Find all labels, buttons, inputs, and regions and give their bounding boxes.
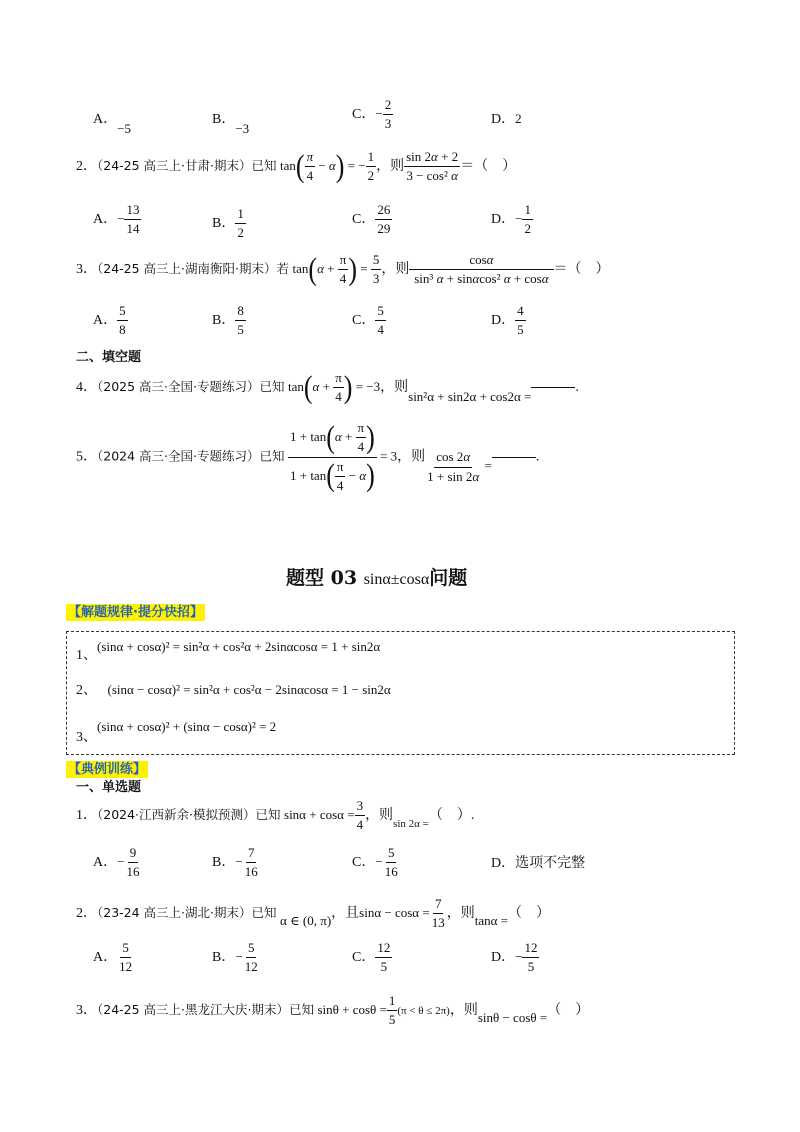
question-2: 2．（24-25 高三上·甘肃·期末）已知 tan( $\frac{\pi}{4}$ − α) = − $\frac{1}{2}$ ，则 $\frac{\sin 2\alpha + 2}{\text{3 − cos² α}}$ ＝（ ） [76, 148, 517, 184]
example-tag: 【典例训练】 [68, 762, 147, 777]
e1-option-a: A．− $\frac{9}{16}$ [93, 845, 140, 880]
q1-option-a: A．−5 [93, 112, 131, 136]
e1-option-d: D．选项不完整 [491, 856, 586, 871]
tips-tag: 【解题规律·提分快招】 [68, 605, 203, 620]
example-2: 2．（23-24 高三上·湖北·期末）已知 α ∈ (0, π)，且sinα − cosα = $\frac{7}{13}$ ，则tanα =（ ） [76, 896, 550, 931]
q1-option-d: D．2 [491, 111, 522, 127]
fill-section-heading: 二、填空题 [76, 350, 142, 365]
topic-heading: 题型 03 sinα±cosα问题 [286, 567, 468, 589]
q3-option-b: B． $\frac{8}{5}$ [212, 303, 244, 338]
e2-option-b: B．− $\frac{5}{12}$ [212, 940, 258, 975]
e1-option-b: B．− $\frac{7}{16}$ [212, 845, 258, 880]
q2-option-a: A．− $\frac{13}{14}$ [93, 202, 140, 237]
tip-1: 1、(sinα + cosα)² = sin²α + cos²α + 2sinαcosα = 1 + sin2α [76, 639, 381, 663]
e1-option-c: C．− $\frac{5}{16}$ [352, 845, 398, 880]
q5-answer-blank[interactable] [492, 457, 536, 458]
tip-2: 2、 (sinα − cosα)² = sin²α + cos²α − 2sinαcosα = 1 − sin2α [76, 682, 391, 698]
q2-option-d: D．− $\frac{1}{2}$ [491, 202, 531, 237]
q1-option-b: B．−3 [212, 112, 250, 136]
q3-option-a: A． $\frac{5}{8}$ [93, 303, 126, 338]
e2-option-a: A． $\frac{5}{12}$ [93, 940, 133, 975]
question-3: 3．（24-25 高三上·湖南衡阳·期末）若 tan(α + $\frac{\pi}{4}$ ) = $\frac{5}{3}$ ，则 $\frac{\cos\alpha}{\text{sin³ α + sinαcos² α + cosα}}$ ＝（ ） [76, 251, 610, 287]
tip-3: 3、(sinα + cosα)² + (sinα − cosα)² = 2 [76, 719, 277, 745]
question-4: 4．（2025 高三·全国·专题练习）已知 tan(α + $\frac{\pi}{4}$ ) = −3，则sin²α + sin2α + cos2α =. [76, 369, 579, 405]
e2-option-d: D．− $\frac{12}{5}$ [491, 940, 538, 975]
q4-answer-blank[interactable] [531, 387, 575, 388]
q2-option-c: C． $\frac{26}{29}$ [352, 202, 391, 237]
q2-option-b: B． $\frac{1}{2}$ [212, 206, 244, 241]
example-1: 1．（2024·江西新余·模拟预测）已知 sinα + cosα = $\frac{3}{4}$ ，则$_{sin 2\alpha =}$（ ）. [76, 798, 475, 833]
example-3: 3．（24-25 高三上·黑龙江大庆·期末）已知 sinθ + cosθ = $\frac{1}{5}$ (π < θ ≤ 2π)，则sinθ − cosθ =（ ） [76, 993, 590, 1028]
q1-option-c: C．− $\frac{2}{3}$ [352, 97, 392, 132]
q3-option-d: D． $\frac{4}{5}$ [491, 303, 524, 338]
question-5: 5．（2024 高三·全国·专题练习）已知 1 + tan(α + $\frac{\pi}{4}$ ) 1 + tan( $\frac{\pi}{4}$ − α) = 3，则 $\frac{\cos 2\alpha}{1 + \sin 2\alpha}$ =. [76, 419, 540, 493]
q3-option-c: C． $\frac{5}{4}$ [352, 303, 384, 338]
e2-option-c: C． $\frac{12}{5}$ [352, 940, 391, 975]
single-section-heading: 一、单选题 [76, 780, 142, 795]
